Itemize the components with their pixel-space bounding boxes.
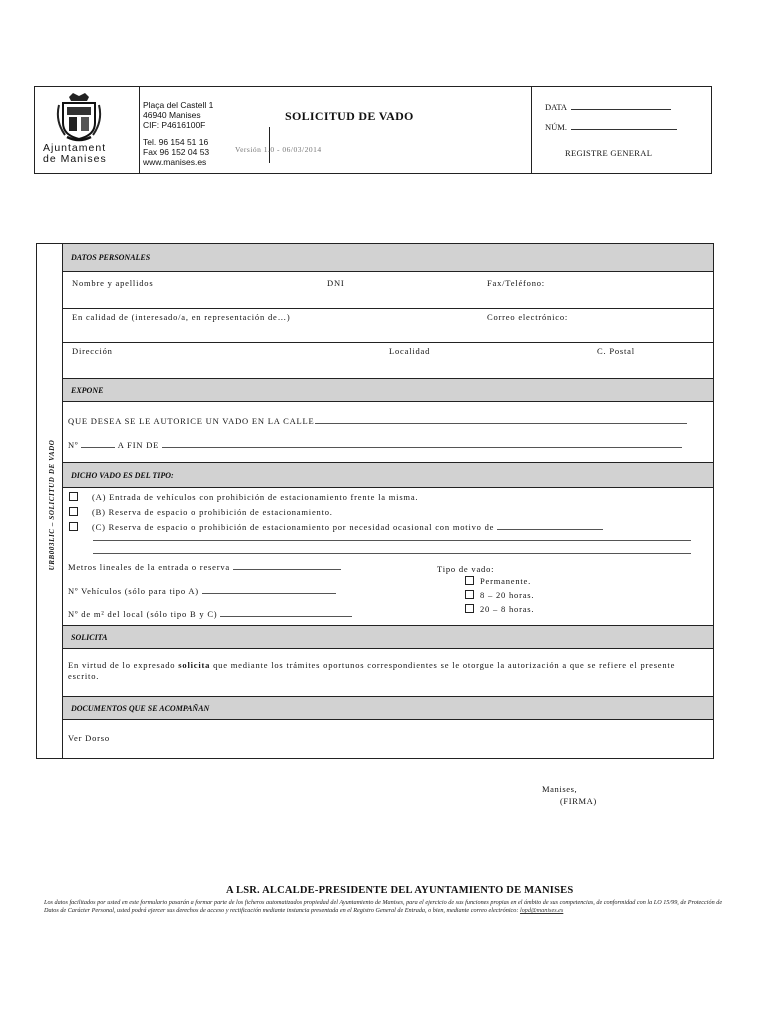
section-expone: EXPONE [63,378,713,402]
legal-notice [44,899,734,916]
expone-street-line[interactable] [68,415,687,426]
solicita-text-end: que mediante los trámites oportunos correspondientes se le otorgue la autorización a que se refiere el presente escrito. [68,660,676,681]
vado-type-label: Tipo de vado: [437,564,495,574]
vehicles-row[interactable] [68,585,336,596]
fax-phone-label: Fax/Teléfono: [487,278,545,288]
purpose-field[interactable] [162,439,682,448]
document-title: SOLICITUD DE VADO [285,109,414,123]
name-row[interactable] [63,272,713,309]
solicita-text-start: En virtud de lo expresado [68,660,176,670]
representation-label: En calidad de (interesado/a, en representación de…) [72,312,291,322]
expone-street-label: QUE DESEA SE LE AUTORICE UN VADO EN LA CALLE [68,416,315,426]
date-label: DATA [545,102,567,112]
section-documents: DOCUMENTOS QUE SE ACOMPAÑAN [63,696,713,720]
expone-purpose-line[interactable] [68,439,682,450]
hours-8-20-checkbox[interactable] [465,590,474,599]
municipal-logo [43,91,131,165]
address-label: Dirección [72,346,113,356]
hours-20-8-checkbox[interactable] [465,604,474,613]
hours-20-8-label: 20 – 8 horas. [480,604,535,614]
solicita-keyword: solicita [178,660,211,670]
legal-text: Los datos facilitados por usted en este formulario pasarán a formar parte de los ficheros automatizados propiedad del Ayuntamiento de Manises, para el ejercicio de sus funciones propias en el ámbito de sus competencias, de conformidad con la LO 15/99, de Protección de Datos de Carácter Personal, usted podrá ejercer sus derechos de acceso y rectificación mediante instancia presentada en el Registro General de Entrada, o bien, mediante correo electrónico: [44,899,723,915]
address-row[interactable] [63,342,713,378]
side-label: URB003LIC – SOLICITUD DE VADO [48,439,56,571]
linear-meters-label: Metros lineales de la entrada o reserva [68,562,230,572]
option-c-row[interactable] [69,521,603,532]
reason-line-1[interactable] [93,540,691,541]
section-personal-data: DATOS PERSONALES [63,244,713,272]
registry-stamp [545,101,677,158]
option-b-checkbox[interactable] [69,507,78,516]
email-label: Correo electrónico: [487,312,569,322]
locality-label: Localidad [389,346,431,356]
coat-of-arms-icon [55,91,103,143]
hours-8-20-label: 8 – 20 horas. [480,590,535,600]
website-line: www.manises.es [143,157,207,167]
hours-8-20-row[interactable] [465,590,534,600]
linear-meters-row[interactable] [68,561,341,572]
name-label: Nombre y apellidos [72,278,154,288]
linear-meters-field[interactable] [233,561,341,570]
reason-line-2[interactable] [93,553,691,554]
header-box [34,86,712,174]
area-row[interactable] [68,608,352,619]
option-a-checkbox[interactable] [69,492,78,501]
address-line: CIF: P4616100F [143,120,206,130]
vehicles-field[interactable] [202,585,336,594]
address-line: 46940 Manises [143,110,201,120]
addressee: A LSR. ALCALDE-PRESIDENTE DEL AYUNTAMIENTO DE MANISES [226,885,574,896]
purpose-label: A FIN DE [117,440,160,450]
fax-line: Fax 96 152 04 53 [143,147,210,157]
lopd-email-link[interactable]: lopd@manises.es [519,907,564,915]
option-b-label: (B) Reserva de espacio o prohibición de estacionamiento. [92,507,333,517]
number-field[interactable] [571,121,677,130]
reason-field[interactable] [497,521,603,530]
permanent-checkbox[interactable] [465,576,474,585]
documents-text: Ver Dorso [68,733,110,743]
dni-label: DNI [327,278,345,288]
version-label: Versión 1.0 - 06/03/2014 [235,145,322,154]
date-field[interactable] [571,101,671,110]
option-c-checkbox[interactable] [69,522,78,531]
option-a-row[interactable] [69,492,418,502]
signature-place: Manises, [542,784,578,794]
signature-label: (FIRMA) [560,796,597,806]
solicita-text [68,660,698,682]
phone-line: Tel. 96 154 51 16 [143,137,209,147]
section-solicita: SOLICITA [63,625,713,649]
hours-20-8-row[interactable] [465,604,534,614]
street-field[interactable] [315,415,687,424]
postcode-label: C. Postal [597,346,635,356]
number-prefix-label: Nº [68,440,79,450]
section-vado-type: DICHO VADO ES DEL TIPO: [63,462,713,488]
permanent-label: Permanente. [480,576,532,586]
option-a-label: (A) Entrada de vehículos con prohibición de estacionamiento frente la misma. [92,492,419,502]
representation-row[interactable] [63,308,713,343]
address-line: Plaça del Castell 1 [143,100,214,110]
logo-line-2: de Manises [43,153,107,165]
application-form [62,243,714,759]
area-label: Nº de m² del local (sólo tipo B y C) [68,609,218,619]
address-block [139,100,213,167]
vehicles-label: Nº Vehículos (sólo para tipo A) [68,586,199,596]
area-field[interactable] [220,608,352,617]
registry-label: REGISTRE GENERAL [565,148,653,158]
street-number-field[interactable] [81,439,115,448]
number-label: NÚM. [545,122,567,132]
logo-line-1: Ajuntament [43,142,107,154]
option-b-row[interactable] [69,507,333,517]
option-c-label: (C) Reserva de espacio o prohibición de estacionamiento por necesidad ocasional con motivo de [92,522,495,532]
permanent-row[interactable] [465,576,531,586]
